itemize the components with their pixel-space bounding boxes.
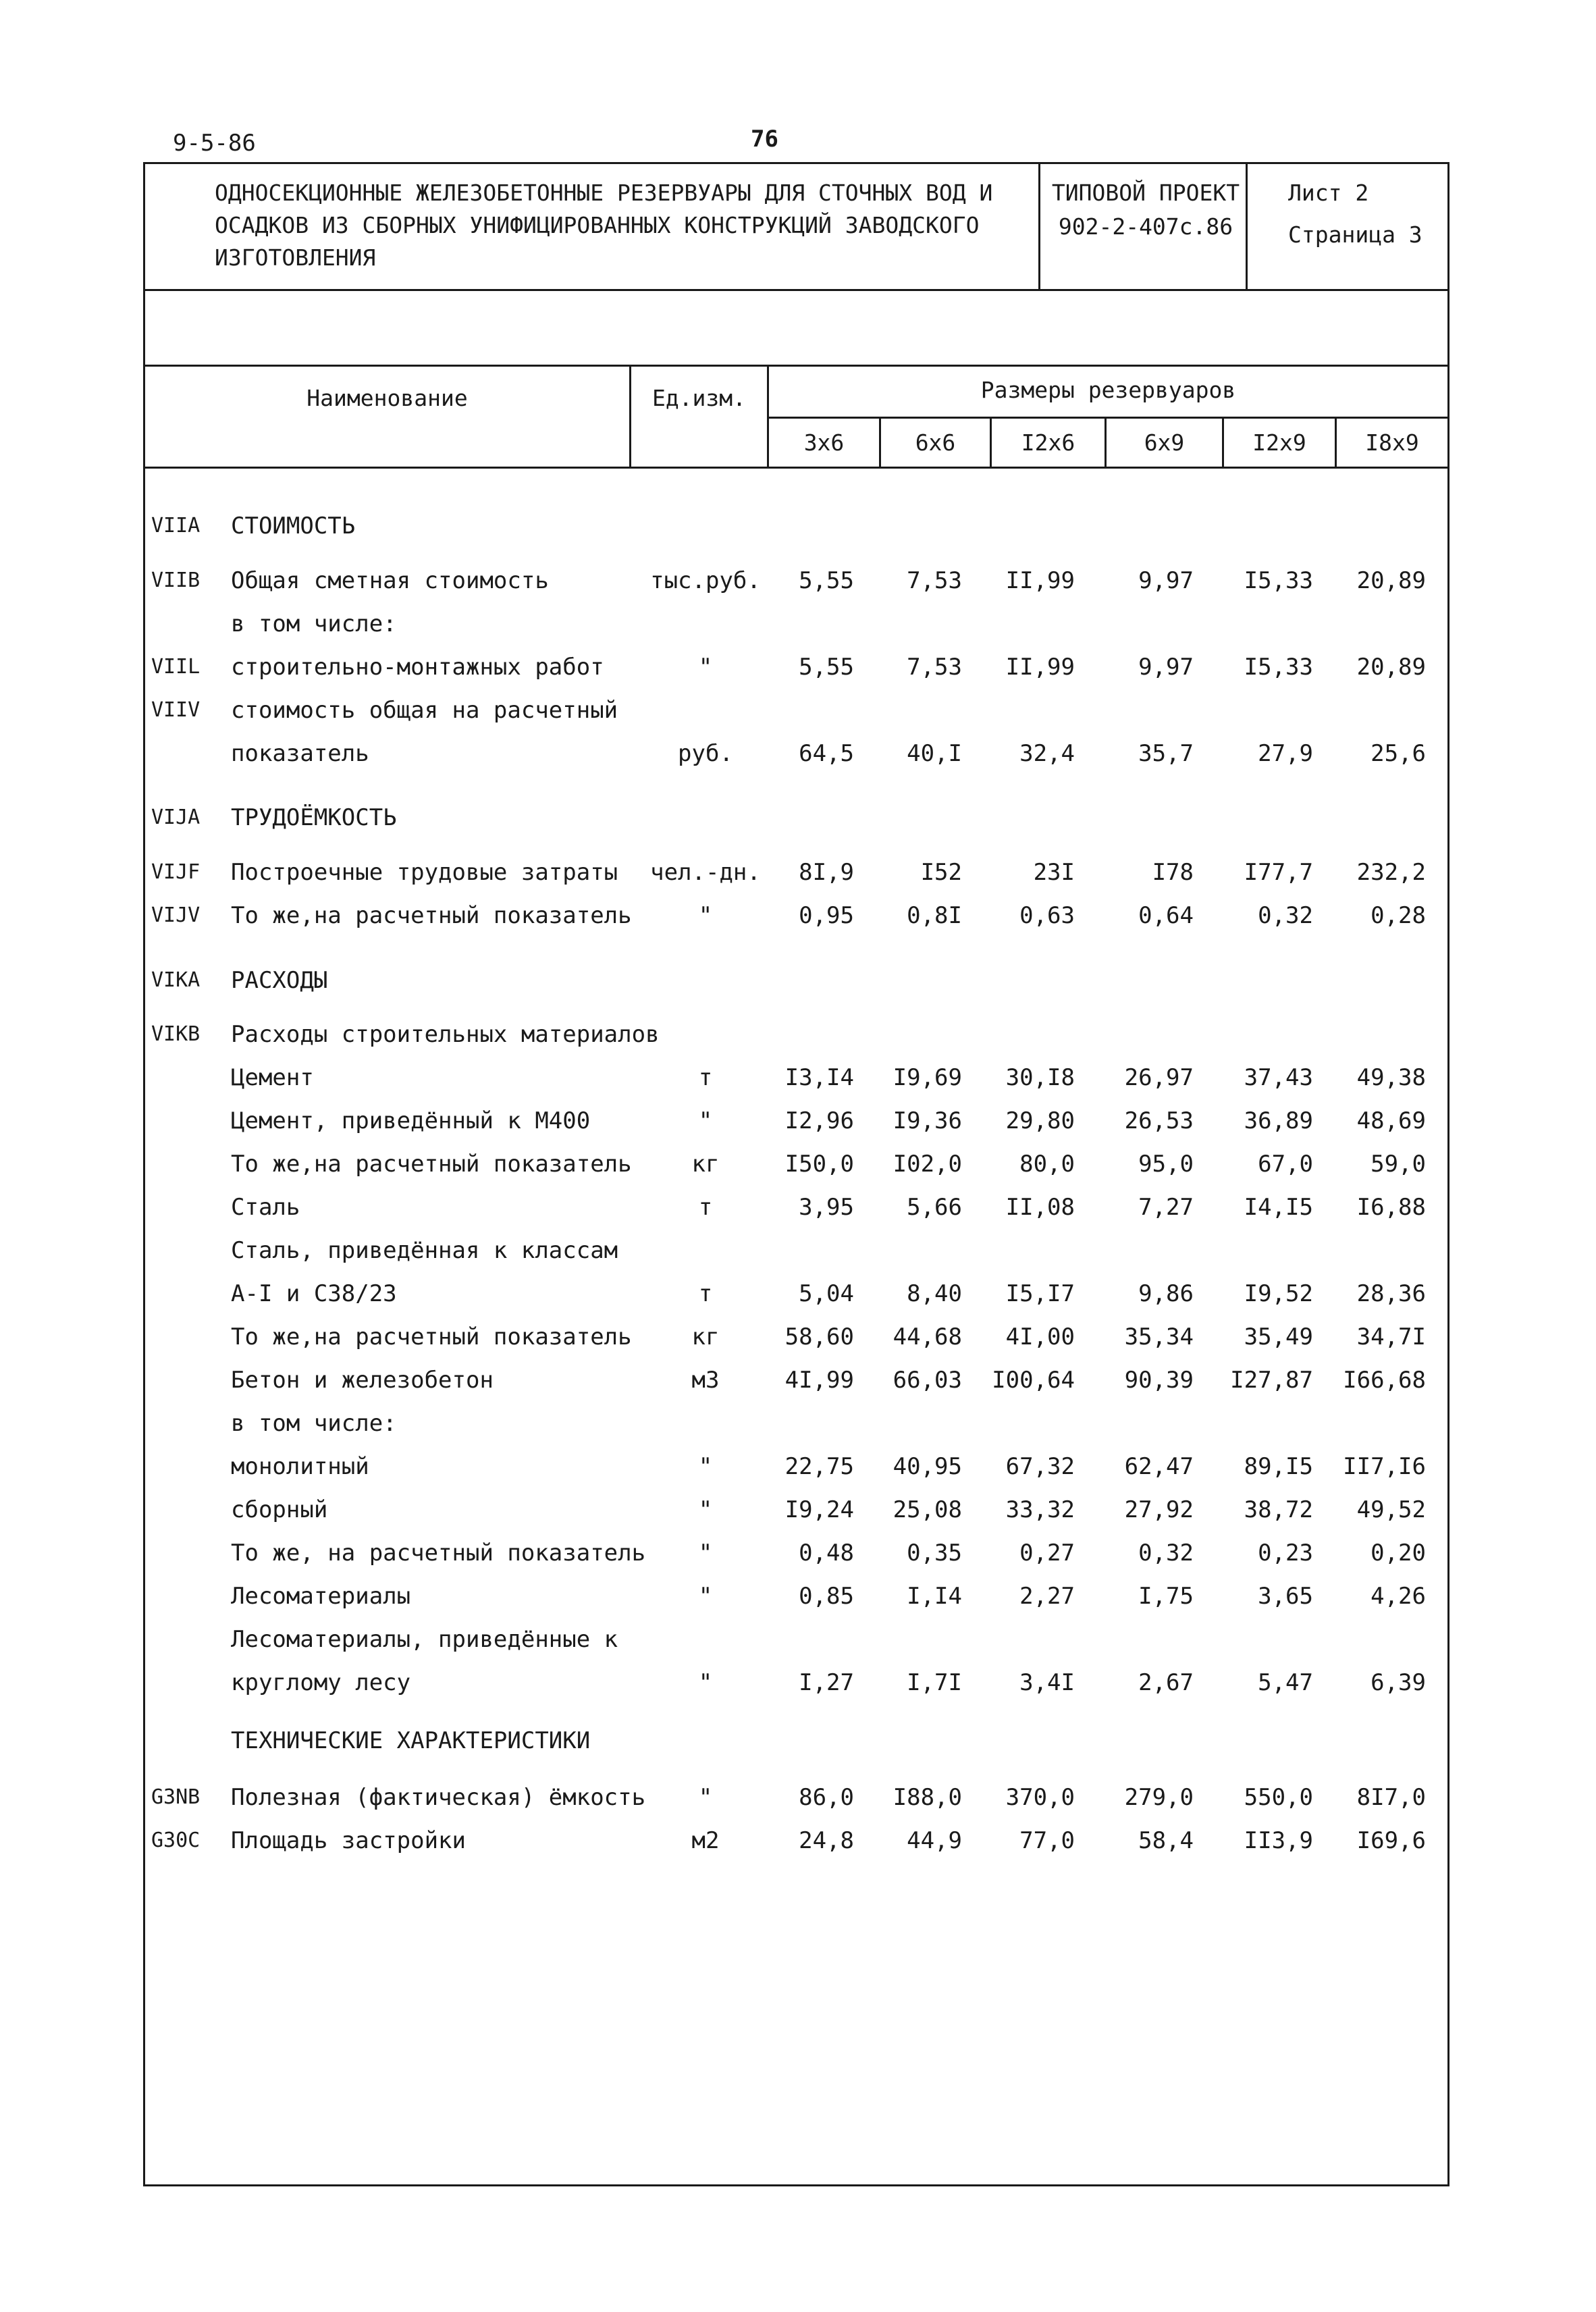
row-value: I02,0 (893, 1151, 962, 1178)
row-value: 550,0 (1244, 1784, 1313, 1811)
row-name: Цемент (231, 1064, 314, 1091)
row-value: 35,7 (1138, 740, 1194, 767)
page-number: 76 (751, 126, 778, 153)
row-value: 26,53 (1124, 1107, 1194, 1134)
row-value: 9,86 (1138, 1280, 1194, 1307)
row-name: Сталь (231, 1194, 300, 1221)
size-col-1: 3х6 (803, 429, 845, 456)
row-value: 5,55 (799, 567, 854, 594)
row-name: в том числе: (231, 1410, 397, 1437)
row-value: 36,89 (1244, 1107, 1313, 1134)
row-value: I9,69 (893, 1064, 962, 1091)
row-value: I27,87 (1230, 1367, 1313, 1394)
row-value: 29,80 (1005, 1107, 1075, 1134)
row-name: РАСХОДЫ (231, 967, 328, 994)
size-col-5: I2х9 (1252, 429, 1306, 456)
row-unit: " (698, 902, 713, 929)
row-value: I,7I (907, 1669, 962, 1696)
row-value: 4I,99 (784, 1367, 854, 1394)
row-value: 0,85 (799, 1583, 854, 1610)
size-col-3: I2х6 (1021, 429, 1075, 456)
row-value: 49,52 (1356, 1496, 1426, 1523)
row-value: 8I7,0 (1356, 1784, 1426, 1811)
row-value: I2,96 (784, 1107, 854, 1134)
row-name: То же,на расчетный показатель (231, 1151, 632, 1178)
row-value: 24,8 (799, 1827, 854, 1854)
row-name: СТОИМОСТЬ (231, 513, 356, 540)
row-name: в том числе: (231, 610, 397, 637)
row-value: 49,38 (1356, 1064, 1426, 1091)
doc-code: 9-5-86 (173, 130, 256, 157)
row-value: 80,0 (1019, 1151, 1075, 1178)
row-value: 26,97 (1124, 1064, 1194, 1091)
row-value: I6,88 (1356, 1194, 1426, 1221)
row-name: Лесоматериалы (231, 1583, 411, 1610)
row-name: ТРУДОЁМКОСТЬ (231, 804, 397, 831)
row-unit: руб. (678, 740, 733, 767)
row-value: 0,20 (1371, 1540, 1426, 1567)
row-name: показатель (231, 740, 369, 767)
page-label: Страница 3 (1288, 221, 1422, 248)
row-value: 0,32 (1138, 1540, 1194, 1567)
row-unit: " (698, 1583, 713, 1610)
row-value: II,99 (1005, 654, 1075, 681)
row-value: 279,0 (1124, 1784, 1194, 1811)
row-unit: т (698, 1194, 713, 1221)
title-divider-1 (1038, 162, 1040, 290)
row-unit: " (698, 654, 713, 681)
row-value: 0,32 (1258, 902, 1313, 929)
row-value: 58,60 (784, 1323, 854, 1350)
title-divider-2 (1246, 162, 1248, 290)
row-value: 370,0 (1005, 1784, 1075, 1811)
row-value: 32,4 (1019, 740, 1075, 767)
row-value: I9,36 (893, 1107, 962, 1134)
frame-bottom (143, 2184, 1449, 2186)
row-value: 3,65 (1258, 1583, 1313, 1610)
row-code: VIKB (151, 1022, 201, 1046)
row-value: 0,64 (1138, 902, 1194, 929)
row-value: I52 (920, 859, 962, 886)
row-value: I3,I4 (784, 1064, 854, 1091)
title-line-1: ОДНОСЕКЦИОННЫЕ ЖЕЛЕЗОБЕТОННЫЕ РЕЗЕРВУАРЫ ДЛЯ СТОЧНЫХ ВОД И (215, 180, 993, 206)
row-value: 62,47 (1124, 1453, 1194, 1480)
row-value: I,75 (1138, 1583, 1194, 1610)
row-value: II7,I6 (1343, 1453, 1426, 1480)
row-value: I,27 (799, 1669, 854, 1696)
row-unit: кг (691, 1323, 720, 1350)
row-value: 28,36 (1356, 1280, 1426, 1307)
row-value: 66,03 (893, 1367, 962, 1394)
title-bottom-line (143, 289, 1449, 291)
row-value: I4,I5 (1244, 1194, 1313, 1221)
row-value: 35,49 (1244, 1323, 1313, 1350)
row-name: Построечные трудовые затраты (231, 859, 618, 886)
row-name: Сталь, приведённая к классам (231, 1237, 618, 1264)
header-sizes-title: Размеры резервуаров (980, 377, 1236, 403)
title-line-2: ОСАДКОВ ИЗ СБОРНЫХ УНИФИЦИРОВАННЫХ КОНСТРУКЦИЙ ЗАВОДСКОГО (215, 212, 980, 238)
row-name: стоимость общая на расчетный (231, 697, 618, 724)
row-unit: м2 (691, 1827, 720, 1854)
row-unit: " (698, 1453, 713, 1480)
row-value: 22,75 (784, 1453, 854, 1480)
row-code: VIKA (151, 968, 201, 992)
row-value: I69,6 (1356, 1827, 1426, 1854)
row-code: VIJV (151, 903, 201, 927)
row-value: 35,34 (1124, 1323, 1194, 1350)
row-unit: чел.-дн. (650, 859, 761, 886)
row-value: 86,0 (799, 1784, 854, 1811)
header-unit: Ед.изм. (651, 385, 747, 411)
row-value: I78 (1152, 859, 1194, 886)
row-value: 44,9 (907, 1827, 962, 1854)
row-value: 64,5 (799, 740, 854, 767)
row-value: 2,67 (1138, 1669, 1194, 1696)
frame-left (143, 162, 145, 2186)
row-value: 232,2 (1356, 859, 1426, 886)
row-unit: м3 (691, 1367, 720, 1394)
row-value: 27,9 (1258, 740, 1313, 767)
row-unit: " (698, 1669, 713, 1696)
row-value: I9,52 (1244, 1280, 1313, 1307)
row-name: То же, на расчетный показатель (231, 1540, 646, 1567)
row-unit: т (698, 1280, 713, 1307)
row-name: То же,на расчетный показатель (231, 902, 632, 929)
row-value: 9,97 (1138, 654, 1194, 681)
row-value: 20,89 (1356, 654, 1426, 681)
row-value: 34,7I (1356, 1323, 1426, 1350)
hdr-bottom-line (143, 467, 1449, 469)
row-value: 90,39 (1124, 1367, 1194, 1394)
row-code: VIIB (151, 569, 201, 592)
row-name: круглому лесу (231, 1669, 411, 1696)
row-name: А-I и С38/23 (231, 1280, 397, 1307)
frame-top (143, 162, 1449, 164)
row-value: I,I4 (907, 1583, 962, 1610)
row-name: Расходы строительных материалов (231, 1021, 660, 1048)
row-code: G30C (151, 1829, 201, 1852)
row-value: 40,I (907, 740, 962, 767)
row-name: сборный (231, 1496, 328, 1523)
row-unit: " (698, 1540, 713, 1567)
row-value: I5,I7 (1005, 1280, 1075, 1307)
row-unit: " (698, 1784, 713, 1811)
size-col-2: 6х6 (915, 429, 956, 456)
row-value: 27,92 (1124, 1496, 1194, 1523)
row-value: II,99 (1005, 567, 1075, 594)
project-code: 902-2-407с.86 (1058, 213, 1233, 240)
row-value: 3,4I (1019, 1669, 1075, 1696)
row-value: 7,53 (907, 567, 962, 594)
hdr-sizes-line (767, 417, 1449, 419)
row-code: G3NB (151, 1785, 201, 1809)
row-value: I5,33 (1244, 654, 1313, 681)
row-value: 38,72 (1244, 1496, 1313, 1523)
row-code: VIIA (151, 514, 201, 537)
row-value: 0,63 (1019, 902, 1075, 929)
row-value: 30,I8 (1005, 1064, 1075, 1091)
row-name: строительно-монтажных работ (231, 654, 604, 681)
row-value: 3,95 (799, 1194, 854, 1221)
row-name: Полезная (фактическая) ёмкость (231, 1784, 646, 1811)
row-code: VIIL (151, 655, 201, 679)
row-value: 40,95 (893, 1453, 962, 1480)
row-value: I5,33 (1244, 567, 1313, 594)
row-value: I50,0 (784, 1151, 854, 1178)
row-value: 95,0 (1138, 1151, 1194, 1178)
row-value: 67,0 (1258, 1151, 1313, 1178)
hdr-div-name (629, 365, 631, 469)
row-value: 20,89 (1356, 567, 1426, 594)
row-value: 67,32 (1005, 1453, 1075, 1480)
title-line-3: ИЗГОТОВЛЕНИЯ (215, 244, 376, 271)
row-unit: кг (691, 1151, 720, 1178)
row-value: 4,26 (1371, 1583, 1426, 1610)
row-name: Площадь застройки (231, 1827, 466, 1854)
row-name: То же,на расчетный показатель (231, 1323, 632, 1350)
project-label: ТИПОВОЙ ПРОЕКТ (1051, 180, 1240, 206)
row-value: 2,27 (1019, 1583, 1075, 1610)
row-value: 0,23 (1258, 1540, 1313, 1567)
row-value: 8,40 (907, 1280, 962, 1307)
row-value: I00,64 (992, 1367, 1075, 1394)
row-value: 59,0 (1371, 1151, 1426, 1178)
row-value: I88,0 (893, 1784, 962, 1811)
row-value: 5,04 (799, 1280, 854, 1307)
header-name: Наименование (307, 385, 468, 411)
row-name: ТЕХНИЧЕСКИЕ ХАРАКТЕРИСТИКИ (231, 1727, 591, 1754)
row-value: 9,97 (1138, 567, 1194, 594)
row-value: 37,43 (1244, 1064, 1313, 1091)
row-value: 77,0 (1019, 1827, 1075, 1854)
row-name: Общая сметная стоимость (231, 567, 549, 594)
row-value: 0,27 (1019, 1540, 1075, 1567)
row-code: VIIV (151, 698, 201, 722)
row-unit: тыс.руб. (650, 567, 761, 594)
row-value: 0,35 (907, 1540, 962, 1567)
row-value: I77,7 (1244, 859, 1313, 886)
row-value: 25,6 (1371, 740, 1426, 767)
row-unit: т (698, 1064, 713, 1091)
row-value: 5,55 (799, 654, 854, 681)
row-value: 33,32 (1005, 1496, 1075, 1523)
row-code: VIJA (151, 806, 201, 829)
row-value: 4I,00 (1005, 1323, 1075, 1350)
row-value: 6,39 (1371, 1669, 1426, 1696)
row-value: 89,I5 (1244, 1453, 1313, 1480)
row-value: I9,24 (784, 1496, 854, 1523)
row-name: Бетон и железобетон (231, 1367, 494, 1394)
size-col-4: 6х9 (1144, 429, 1185, 456)
sheet-number: Лист 2 (1288, 180, 1369, 206)
band-line (143, 365, 1449, 367)
row-name: монолитный (231, 1453, 369, 1480)
row-name: Цемент, приведённый к М400 (231, 1107, 591, 1134)
row-value: 0,95 (799, 902, 854, 929)
row-value: 8I,9 (799, 859, 854, 886)
row-value: 25,08 (893, 1496, 962, 1523)
row-value: 23I (1033, 859, 1075, 886)
row-value: 5,47 (1258, 1669, 1313, 1696)
row-unit: " (698, 1107, 713, 1134)
row-value: I66,68 (1343, 1367, 1426, 1394)
row-value: 44,68 (893, 1323, 962, 1350)
row-code: VIJF (151, 860, 201, 884)
row-value: 0,8I (907, 902, 962, 929)
row-value: 0,48 (799, 1540, 854, 1567)
size-col-6: I8х9 (1365, 429, 1419, 456)
row-value: II3,9 (1244, 1827, 1313, 1854)
row-value: 7,53 (907, 654, 962, 681)
row-value: 48,69 (1356, 1107, 1426, 1134)
row-value: 58,4 (1138, 1827, 1194, 1854)
row-value: 5,66 (907, 1194, 962, 1221)
row-value: II,08 (1005, 1194, 1075, 1221)
row-name: Лесоматериалы, приведённые к (231, 1626, 618, 1653)
frame-right (1447, 162, 1449, 2186)
row-value: 0,28 (1371, 902, 1426, 929)
row-unit: " (698, 1496, 713, 1523)
row-value: 7,27 (1138, 1194, 1194, 1221)
